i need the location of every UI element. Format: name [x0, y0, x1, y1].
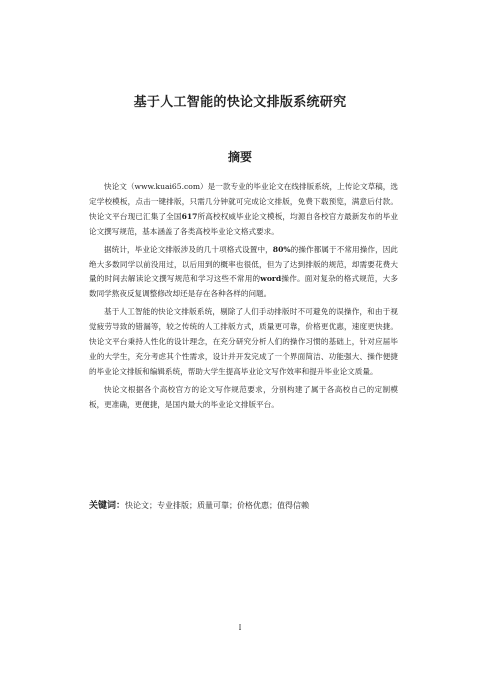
abstract-paragraph-3: 基于人工智能的快论文排版系统，剔除了人们手动排版时不可避免的误操作，和由于视觉疲劳导致的错漏等，较之传统的人工排版方式，质量更可靠，价格更优惠，速度更快捷。快论文平台秉持人性化的设计理念，在充分研究分析人们的操作习惯的基础上，针对应届毕业的大学生，充分考虑其个性需求，设计并开发完成了一个界面简洁、功能强大、操作便捷的毕业论文排版和编辑系统，帮助大学生提高毕业论文写作效率和提升毕业论文质量。 — [89, 307, 398, 376]
paper-title: 基于人工智能的快论文排版系统研究 — [133, 95, 347, 110]
page-number: I — [238, 624, 242, 632]
abstract-paragraph-4: 快论文根据各个高校官方的论文写作规范要求，分别构建了属于各高校自己的定制模板，更准确，更便捷，是国内最大的毕业论文排版平台。 — [89, 384, 398, 409]
abstract-paragraph-2: 据统计，毕业论文排版涉及的几十项格式设置中，80%的操作都属于不常用操作，因此绝大多数同学以前没用过，以后用到的概率也很低，但为了达到排版的规范，却需要花费大量的时间去解读论文撰写规范和学习这些不常用的word操作。面对复杂的格式规范，大多数同学熬夜反复调整修改却还是存在各种各样的问题。 — [89, 244, 399, 299]
abstract-body — [89, 180, 398, 416]
keywords-line — [89, 498, 309, 511]
keywords-label: 关键词： — [89, 501, 126, 511]
keywords-list: 快论文；专业排版；质量可靠；价格优惠；值得信赖 — [125, 501, 310, 510]
abstract-paragraph-1: 快论文（www.kuai65.com）是一款专业的毕业论文在线排版系统，上传论文草稿，选定学校模板，点击一键排版，只需几分钟就可完成论文排版，免费下载预览，满意后付款。快论文平台现已汇集了全国617所高校权威毕业论文模板，均源自各校官方最新发布的毕业论文撰写规范，基本涵盖了各类高校毕业论文格式要求。 — [89, 182, 399, 236]
abstract-heading: 摘要 — [227, 150, 252, 164]
